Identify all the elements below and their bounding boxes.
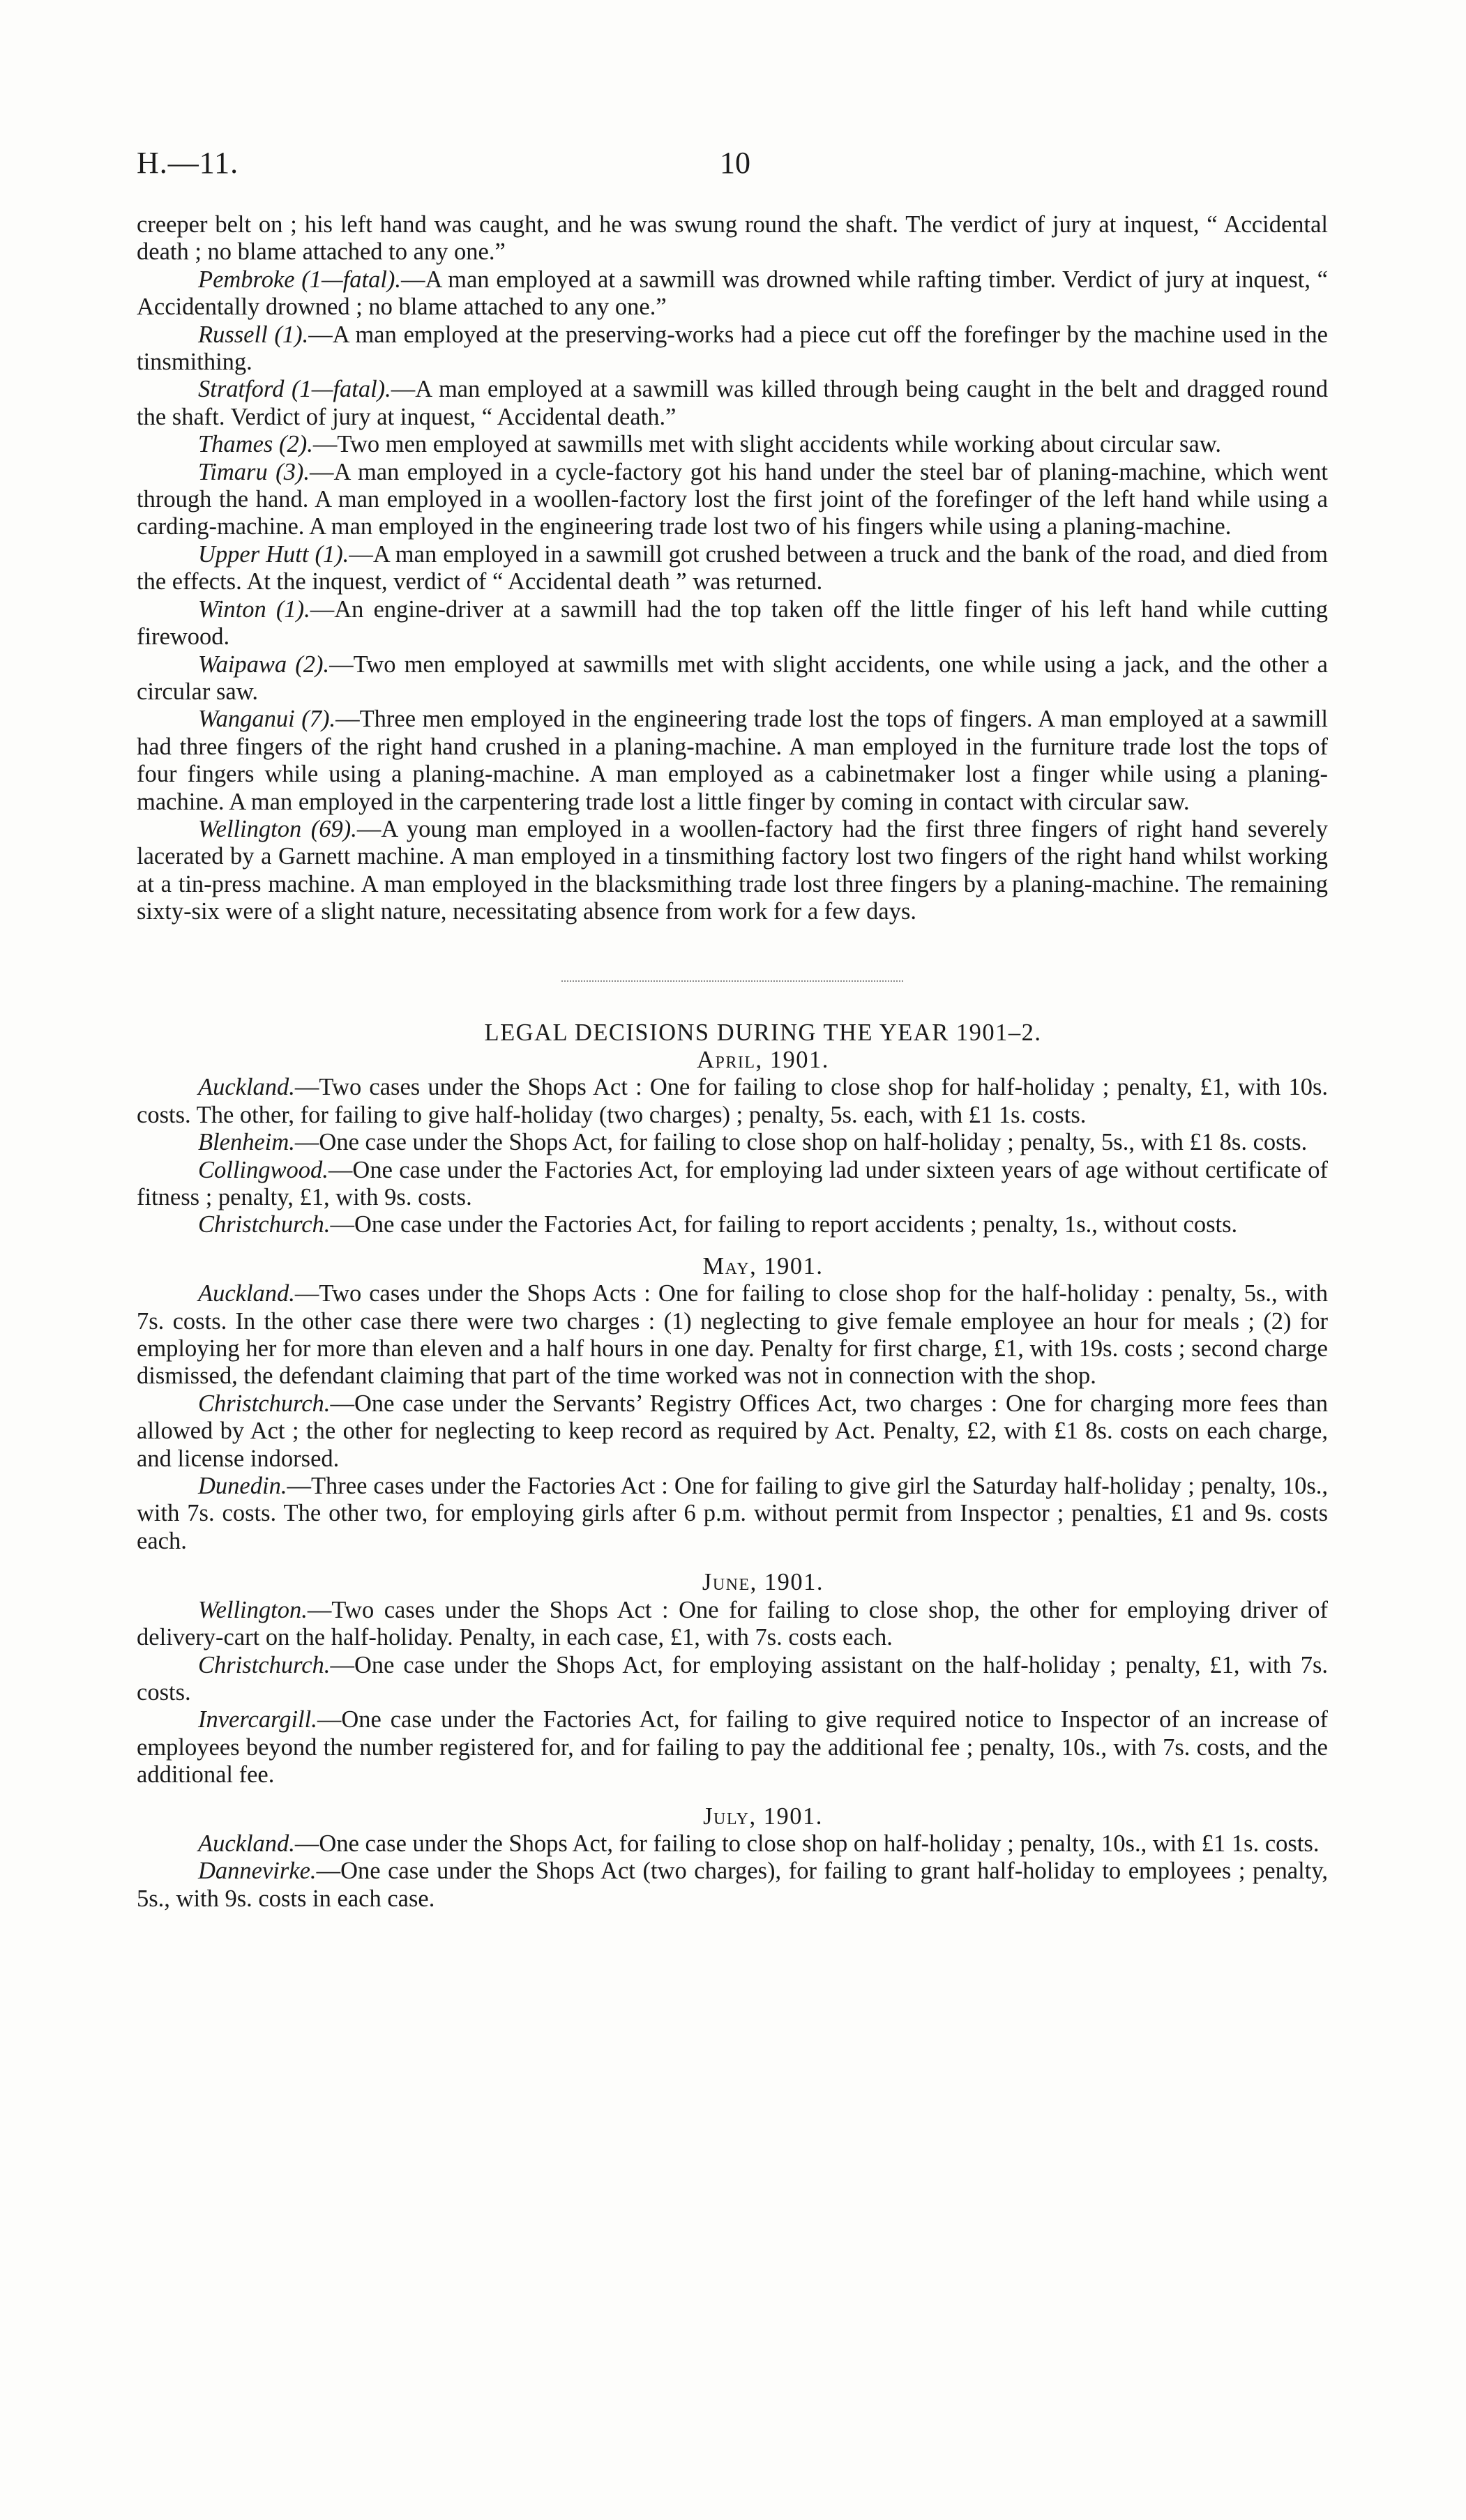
entry-text: —A young man employed in a woollen-factory had the first three fingers of right hand severely lacerated by a Garnett machine. A man employed in a tinsmithing factory lost two fingers of the right hand whilst working at a tin-press machine. A man employed in the blacksmithing trade lost three fingers by a planing-machine. The remaining sixty-six were of a slight nature, necessitating absence from work for a few days. [137, 815, 1329, 925]
decision-entry [137, 1652, 1328, 1707]
decision-entry [137, 1074, 1328, 1129]
decision-entry [137, 1597, 1328, 1652]
entry-text: —One case under the Factories Act, for failing to give required notice to Inspector of an increase of employees beyond the number registered for, and for failing to pay the additional fee ; penalty, 10s., with 7s. costs, and the additional fee. [137, 1706, 1328, 1789]
month-heading-july: July, 1901. [703, 1802, 823, 1830]
accident-entry-pembroke [137, 266, 1328, 321]
page-content [137, 211, 1328, 1913]
accident-entry-wanganui [137, 706, 1328, 816]
entry-text: —A man employed at a sawmill was killed through being caught in the belt and dragged round the shaft. Verdict of jury at inquest, “ Accidental death.” [137, 376, 1328, 430]
entry-text: —One case under the Factories Act, for employing lad under sixteen years of age without certificate of fitness ; penalty, £1, with 9s. costs. [137, 1156, 1328, 1210]
entry-text: —One case under the Shops Act, for failing to close shop on half-holiday ; penalty, 10s., with £1 1s. costs. [294, 1830, 1320, 1857]
entry-lead: Auckland. [198, 1830, 295, 1857]
entry-lead: Dunedin. [198, 1473, 287, 1500]
month-heading-may: May, 1901. [702, 1252, 824, 1280]
entry-text: —Two men employed at sawmills met with slight accidents, one while using a jack, and the other a circular saw. [137, 651, 1328, 705]
entry-lead: Auckland. [198, 1280, 295, 1307]
entry-lead: Auckland. [198, 1074, 295, 1101]
entry-lead: Christchurch. [198, 1651, 331, 1678]
entry-text: —Two cases under the Shops Act : One for failing to close shop for half-holiday ; penalty, £1, with 10s. costs. The other, for failing to give half-holiday (two charges) ; penalty, 5s. each, with £1 1s. costs. [137, 1074, 1328, 1128]
entry-text: —A man employed at the preserving-works had a piece cut off the forefinger by the machine used in the tinsmithing. [137, 321, 1328, 376]
decision-entry [137, 1280, 1328, 1390]
entry-lead: Christchurch. [198, 1211, 331, 1238]
accident-entry-stratford [137, 376, 1328, 431]
entry-lead: Wellington. [198, 1596, 308, 1623]
decision-entry [137, 1211, 1328, 1238]
decision-entry [137, 1157, 1328, 1212]
accident-entry-waipawa [137, 651, 1328, 706]
month-heading-april: April, 1901. [697, 1046, 829, 1073]
accident-entry-timaru [137, 459, 1328, 541]
entry-lead: Invercargill. [198, 1706, 317, 1733]
entry-text: —A man employed in a cycle-factory got his hand under the steel bar of planing-machine, which went through the hand. A man employed in a woollen-factory lost the first joint of the forefinger of the left hand while using a carding-machine. A man employed in the engineering trade lost two of his fingers while using a planing-machine. [137, 458, 1328, 540]
entry-lead: Waipawa (2). [198, 651, 330, 678]
entry-lead: Collingwood. [198, 1156, 328, 1183]
accident-entry-russell [137, 321, 1328, 377]
accident-entry-winton [137, 596, 1328, 651]
entry-lead: Timaru (3). [198, 458, 310, 485]
entry-text: —One case under the Servants’ Registry Offices Act, two charges : One for charging more fees than allowed by Act ; the other for neglecting to keep record as required by Act. Penalty, £2, with £1 8s. costs on each charge, and license indorsed. [137, 1390, 1328, 1472]
entry-text: —Two cases under the Shops Act : One for failing to close shop, the other for employing driver of delivery-cart on the half-holiday. Penalty, in each case, £1, with 7s. costs each. [137, 1596, 1328, 1651]
entry-lead: Blenheim. [198, 1129, 295, 1156]
entry-lead: Russell (1). [198, 321, 309, 348]
continued-paragraph: creeper belt on ; his left hand was caught, and he was swung round the shaft. The verdict of jury at inquest, “ Accidental death ; no blame attached to any one.” [137, 211, 1328, 266]
accident-entry-thames [137, 431, 1328, 458]
page-header [137, 145, 1329, 187]
section-title: LEGAL DECISIONS DURING THE YEAR 1901–2. [484, 1019, 1042, 1046]
document-reference: H.—11. [137, 146, 239, 180]
entry-text: —Two men employed at sawmills met with slight accidents while working about circular saw. [312, 431, 1222, 458]
entry-lead: Dannevirke. [198, 1858, 317, 1885]
entry-lead: Pembroke (1—fatal). [198, 266, 402, 293]
entry-text: —Three men employed in the engineering trade lost the tops of fingers. A man employed at a sawmill had three fingers of the right hand crushed in a planing-machine. A man employed in the furniture trade lost the tops of four fingers while using a planing-machine. A man employed as a cabinetmaker lost a finger while using a planing-machine. A man employed in the carpentering trade lost a little finger by coming in contact with circular saw. [137, 706, 1328, 815]
accident-entry-upper-hutt [137, 541, 1328, 596]
entry-lead: Winton (1). [198, 595, 310, 623]
entry-text: —Three cases under the Factories Act : One for failing to give girl the Saturday half-holiday ; penalty, 10s., with 7s. costs. The other two, for employing girls after 6 p.m. without permit from Inspector ; penalties, £1 and 9s. costs each. [137, 1473, 1328, 1554]
entry-text: —One case under the Shops Act, for failing to close shop on half-holiday ; penalty, 5s., with £1 8s. costs. [294, 1129, 1308, 1156]
decision-entry [137, 1129, 1328, 1156]
entry-text: —An engine-driver at a sawmill had the top taken off the little finger of his left hand while cutting firewood. [137, 595, 1328, 651]
entry-text: —One case under the Shops Act (two charges), for failing to grant half-holiday to employees ; penalty, 5s., with 9s. costs in each case. [137, 1858, 1328, 1912]
entry-lead: Wellington (69). [198, 815, 357, 842]
page-number: 10 [720, 146, 750, 180]
entry-lead: Stratford (1—fatal). [198, 376, 391, 403]
decision-entry [137, 1706, 1328, 1789]
entry-lead: Upper Hutt (1). [198, 540, 349, 568]
entry-text: —A man employed in a sawmill got crushed between a truck and the bank of the road, and died from the effects. At the inquest, verdict of “ Accidental death ” was returned. [137, 540, 1328, 595]
section-divider [561, 980, 903, 982]
entry-text: —One case under the Factories Act, for failing to report accidents ; penalty, 1s., without costs. [330, 1211, 1238, 1238]
entry-text: —Two cases under the Shops Acts : One for failing to close shop for the half-holiday : penalty, 5s., with 7s. costs. In the other case there were two charges : (1) neglecting to give female employee an hour for meals ; (2) for employing her for more than eleven and a half hours in one day. Penalty for first charge, £1, with 19s. costs ; second charge dismissed, the defendant claiming that part of the time worked was not in connection with the shop. [137, 1280, 1328, 1390]
accident-entry-wellington [137, 816, 1328, 926]
month-heading-june: June, 1901. [702, 1569, 824, 1596]
decision-entry [137, 1473, 1328, 1555]
decision-entry [137, 1858, 1328, 1913]
entry-text: —A man employed at a sawmill was drowned while rafting timber. Verdict of jury at inquest, “ Accidentally drowned ; no blame attached to any one.” [137, 266, 1328, 321]
entry-text: —One case under the Shops Act, for employing assistant on the half-holiday ; penalty, £1, with 7s. costs. [137, 1651, 1328, 1706]
entry-lead: Christchurch. [198, 1390, 331, 1417]
decision-entry [137, 1390, 1328, 1473]
decision-entry [137, 1830, 1328, 1858]
entry-lead: Thames (2). [198, 431, 313, 458]
entry-lead: Wanganui (7). [198, 706, 336, 733]
